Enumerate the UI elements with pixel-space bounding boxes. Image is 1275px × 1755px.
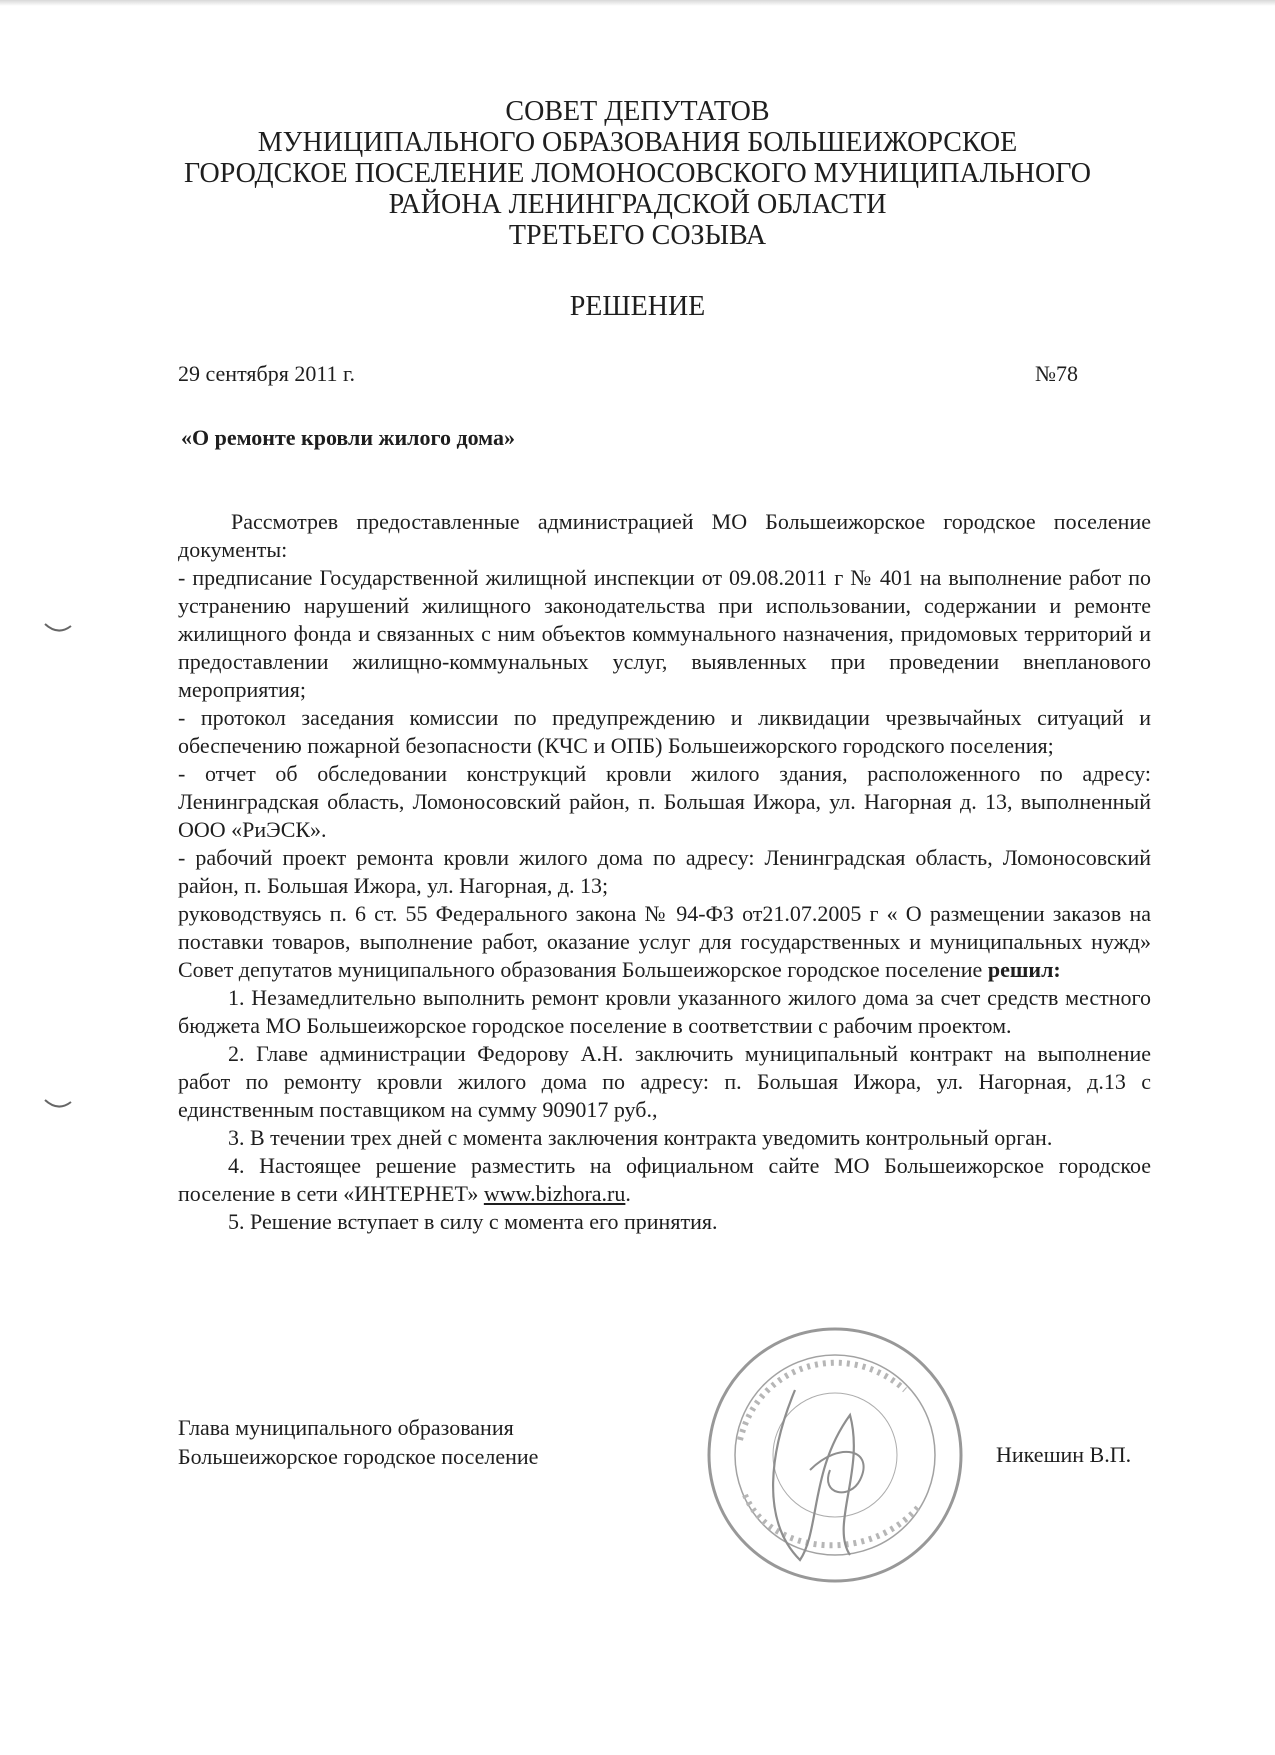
document-body (178, 508, 1151, 1236)
decision-item: 3. В течении трех дней с момента заключения контракта уведомить контрольный орган. (228, 1125, 1053, 1150)
document-number: №78 (1035, 361, 1078, 386)
signature-position (178, 1413, 538, 1471)
signature-position-line: Большеижорское городское поселение (178, 1444, 539, 1469)
decided-word: решил: (987, 957, 1061, 982)
website-link[interactable]: www.bizhora.ru (483, 1181, 626, 1206)
document-subject: «О ремонте кровли жилого дома» (181, 425, 515, 450)
signatory-name: Никешин В.П. (996, 1442, 1132, 1467)
official-seal-image (700, 1320, 970, 1590)
date-number-line (178, 361, 1078, 387)
document-list-item: - рабочий проект ремонта кровли жилого дома по адресу: Ленинградская область, Ломоносовский район, п. Большая Ижора, ул. Нагорная, д. 13; (178, 845, 1151, 898)
basis-paragraph (178, 900, 1151, 984)
intro-paragraph: Рассмотрев предоставленные администрацией МО Большеижорское городское поселение документы: (178, 509, 1151, 562)
decision-item-4 (178, 1152, 1151, 1208)
document-list-item: - предписание Государственной жилищной инспекции от 09.08.2011 г № 401 на выполнение работ по устранению нарушений жилищного законодательства при использовании, содержании и ремонте жилищного фонда и связанных с ним объектов коммунального назначения, придомовых территорий и предоставлении жилищно-коммунальных услуг, выявленных при проведении внепланового мероприятия; (178, 565, 1151, 702)
document-list-item: - протокол заседания комиссии по предупреждению и ликвидации чрезвычайных ситуаций и обеспечению пожарной безопасности (КЧС и ОПБ) Большеижорского городского поселения; (178, 705, 1151, 758)
header-line: МУНИЦИПАЛЬНОГО ОБРАЗОВАНИЯ БОЛЬШЕИЖОРСКОЕ (257, 127, 1018, 158)
header-line: РАЙОНА ЛЕНИНГРАДСКОЙ ОБЛАСТИ (388, 189, 887, 220)
decision-item-4-end: . (625, 1181, 631, 1206)
header-line: ТРЕТЬЕГО СОЗЫВА (508, 220, 767, 251)
document-date: 29 сентября 2011 г. (178, 361, 356, 386)
header-line: ГОРОДСКОЕ ПОСЕЛЕНИЕ ЛОМОНОСОВСКОГО МУНИЦИПАЛЬНОГО (184, 158, 1091, 189)
decision-item: 2. Главе администрации Федорову А.Н. заключить муниципальный контракт на выполнение работ по ремонту кровли жилого дома по адресу: п. Большая Ижора, ул. Нагорная, д.13 с единственным поставщиком на сумму 909017 руб., (178, 1041, 1151, 1122)
document-header (0, 96, 1275, 251)
header-line: СОВЕТ ДЕПУТАТОВ (505, 96, 770, 127)
decision-item: 5. Решение вступает в силу с момента его принятия. (228, 1209, 718, 1234)
document-type-title: РЕШЕНИЕ (569, 291, 706, 322)
decision-item-4-text: 4. Настоящее решение разместить на официальном сайте МО Большеижорское городское поселение в сети «ИНТЕРНЕТ» (178, 1153, 1151, 1206)
scan-punch-mark (44, 622, 72, 634)
signature-position-line: Глава муниципального образования (178, 1415, 514, 1440)
decision-item: 1. Незамедлительно выполнить ремонт кровли указанного жилого дома за счет средств местного бюджета МО Большеижорское городское поселение в соответствии с рабочим проектом. (178, 985, 1151, 1038)
document-list-item: - отчет об обследовании конструкций кровли жилого здания, расположенного по адресу: Ленинградская область, Ломоносовский район, п. Большая Ижора, ул. Нагорная д. 13, выполненный ООО «РиЭСК». (178, 761, 1151, 842)
scan-edge-shadow (0, 0, 1275, 6)
basis-text: руководствуясь п. 6 ст. 55 Федерального закона № 94-ФЗ от21.07.2005 г « О размещении заказов на поставки товаров, выполнение работ, оказание услуг для государственных и муниципальных нужд» Совет депутатов муниципального образования Большеижорское городское поселение (178, 901, 1151, 982)
scan-punch-mark (44, 1098, 72, 1110)
